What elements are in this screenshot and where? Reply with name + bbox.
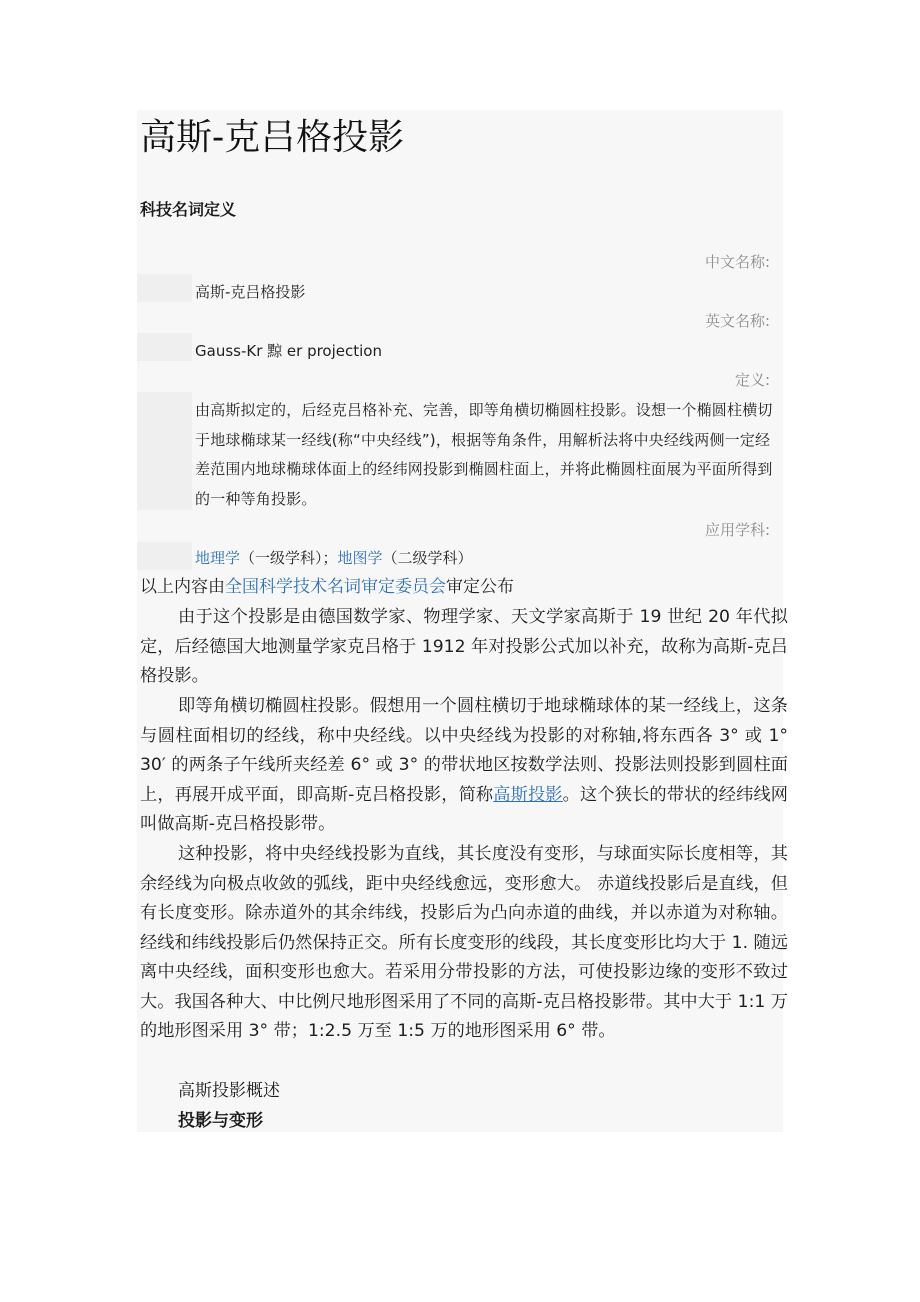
en-name-label: 英文名称:: [704, 312, 770, 330]
paragraph-text: 。这个狭长的带状的经纬线网叫做高斯-克吕格投影带。: [140, 784, 788, 834]
paragraph-deformation: 这种投影，将中央经线投影为直线，其长度没有变形，与球面实际长度相等，其余经线为向极点收敛的弧线，距中央经线愈远，变形愈大。 赤道线投影后是直线，但有长度变形。除赤道外的其余纬线，投影后为凸向赤道的曲线，并以赤道为对称轴。经线和纬线投影后仍然保持正交。所有长度变形的线段，其长度变形比均大于 1. 随远离中央经线，面积变形也愈大。若采用分带投影的方法，可使投影边缘的变形不致过大。我国各种大、中比例尺地形图采用了不同的高斯-克吕格投影带。其中大于 1:1 万的地形图采用 3° 带；1:2.5 万至 1:5 万的地形图采用 6° 带。: [140, 844, 788, 1041]
definition-band: [137, 542, 192, 570]
paragraph-history: 由于这个投影是由德国数学家、物理学家、天文学家高斯于 19 世纪 20 年代拟定，后经德国大地测量学家克吕格于 1912 年对投影公式加以补充，故称为高斯-克吕格投影。: [140, 607, 788, 686]
section-deformation-heading: 投影与变形: [178, 1111, 263, 1131]
source-line: [140, 573, 514, 601]
section-subtitle: 科技名词定义: [140, 200, 237, 219]
subject-value: [195, 544, 775, 574]
paragraph-text: 即等角横切椭圆柱投影。假想用一个圆柱横切于地球椭球体的某一经线上，这条与圆柱面相切的经线，称中央经线。以中央经线为投影的对称轴,将东西各 3° 或 1° 30′ 的两条子午线所夹经差 6° 或 3° 的带状地区按数学法则、投影法则投影到圆柱面上，再展开成平面，即高斯-克吕格投影，简称: [140, 696, 788, 805]
en-name-value: Gauss-Kr 黥 er projection: [195, 342, 382, 360]
cn-name-label: 中文名称:: [704, 253, 770, 271]
source-suffix: 审定公布: [446, 577, 514, 597]
definition-text: 由高斯拟定的，后经克吕格补充、完善，即等角横切椭圆柱投影。设想一个椭圆柱横切于地球椭球某一经线(称“中央经线”)，根据等角条件，用解析法将中央经线两侧一定经差范围内地球椭球体面上的经纬网投影到椭圆柱面上，并将此椭圆柱面展为平面所得到的一种等角投影。: [195, 401, 773, 508]
section-overview-heading: 高斯投影概述: [178, 1081, 280, 1101]
definition-band: [137, 274, 192, 302]
source-prefix: 以上内容由: [140, 577, 225, 597]
subject-link-geography[interactable]: 地理学: [195, 549, 241, 567]
paragraph-definition: [140, 692, 788, 840]
subject-level-1: （一级学科）；: [240, 549, 338, 567]
subject-label: 应用学科:: [704, 521, 770, 539]
subject-link-cartography[interactable]: 地图学: [337, 549, 383, 567]
definition-label: 定义:: [734, 371, 770, 389]
source-committee-link[interactable]: 全国科学技术名词审定委员会: [225, 577, 446, 597]
subject-level-2: （二级学科）: [382, 549, 473, 567]
cn-name-value: 高斯-克吕格投影: [195, 283, 306, 301]
page-title: 高斯-克吕格投影: [140, 117, 405, 158]
definition-band: [137, 392, 192, 510]
definition-band: [137, 333, 192, 361]
gauss-projection-link[interactable]: 高斯投影: [493, 784, 563, 805]
